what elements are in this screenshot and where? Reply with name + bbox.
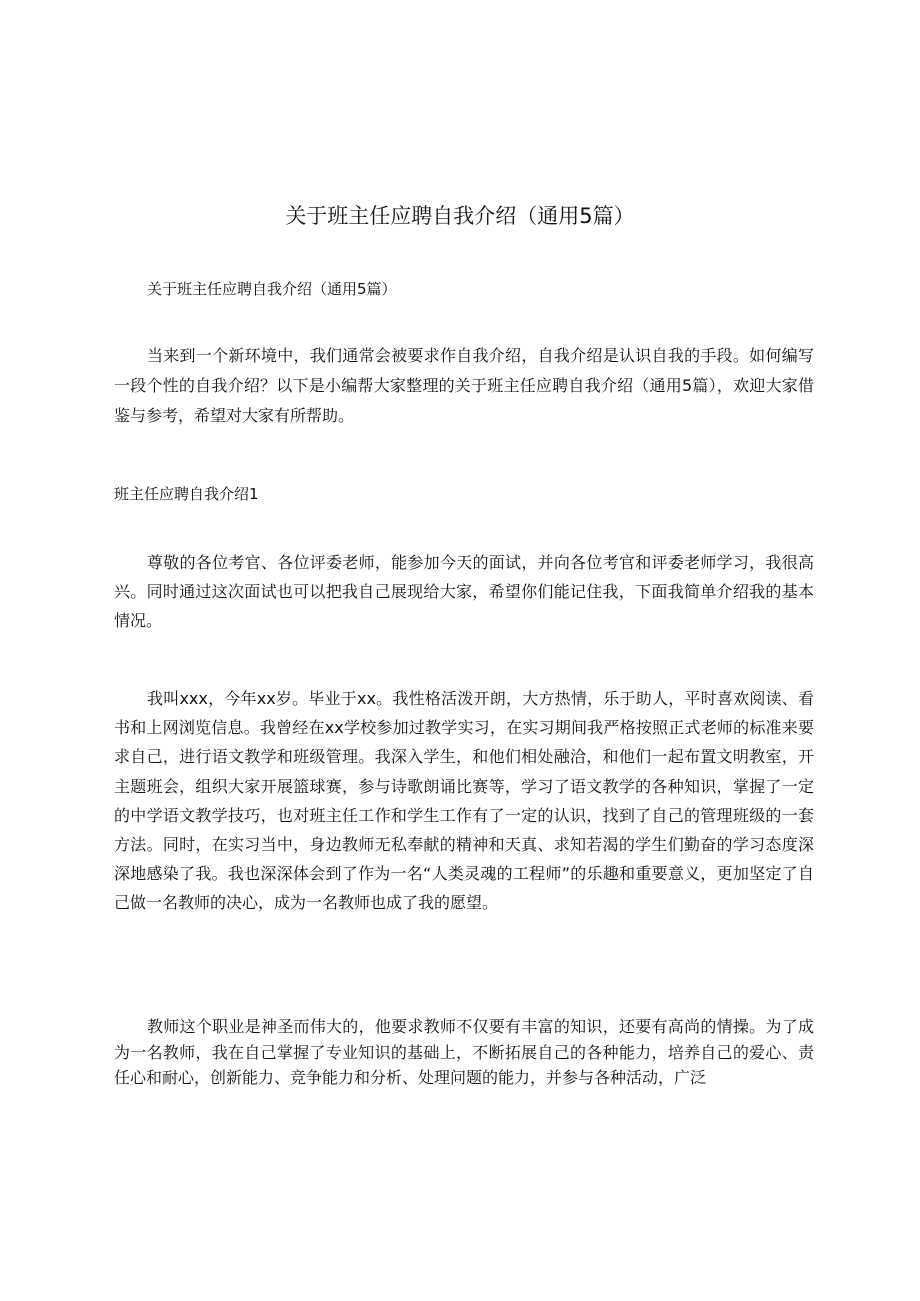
section-heading: 班主任应聘自我介绍1 [114, 485, 259, 503]
intro-paragraph: 当来到一个新环境中，我们通常会被要求作自我介绍，自我介绍是认识自我的手段。如何编写一段个性的自我介绍？以下是小编帮大家整理的关于班主任应聘自我介绍（通用5篇），欢迎大家借鉴与参考，希望对大家有所帮助。 [114, 346, 814, 425]
document-subtitle: 关于班主任应聘自我介绍（通用5篇） [147, 280, 397, 298]
body-paragraph: 我叫xxx，今年xx岁。毕业于xx。我性格活泼开朗，大方热情，乐于助人，平时喜欢阅读、看书和上网浏览信息。我曾经在xx学校参加过教学实习，在实习期间我严格按照正式老师的标准来要求自己，进行语文教学和班级管理。我深入学生，和他们相处融洽，和他们一起布置文明教室，开主题班会，组织大家开展篮球赛，参与诗歌朗诵比赛等，学习了语文教学的各种知识，掌握了一定的中学语文教学技巧，也对班主任工作和学生工作有了一定的认识，找到了自己的管理班级的一套方法。同时，在实习当中，身边教师无私奉献的精神和天真、求知若渴的学生们勤奋的学习态度深深地感染了我。我也深深体会到了作为一名“人类灵魂的工程师”的乐趣和重要意义，更加坚定了自己做一名教师的决心，成为一名教师也成了我的愿望。 [114, 689, 814, 913]
body-paragraph: 尊敬的各位考官、各位评委老师，能参加今天的面试，并向各位考官和评委老师学习，我很高兴。同时通过这次面试也可以把我自己展现给大家，希望你们能记住我，下面我简单介绍我的基本情况。 [114, 553, 814, 630]
document-title: 关于班主任应聘自我介绍（通用5篇） [285, 204, 635, 228]
body-paragraph: 教师这个职业是神圣而伟大的，他要求教师不仅要有丰富的知识，还要有高尚的情操。为了成为一名教师，我在自己掌握了专业知识的基础上，不断拓展自己的各种能力，培养自己的爱心、责任心和耐心，创新能力、竞争能力和分析、处理问题的能力，并参与各种活动，广泛 [114, 1017, 814, 1087]
